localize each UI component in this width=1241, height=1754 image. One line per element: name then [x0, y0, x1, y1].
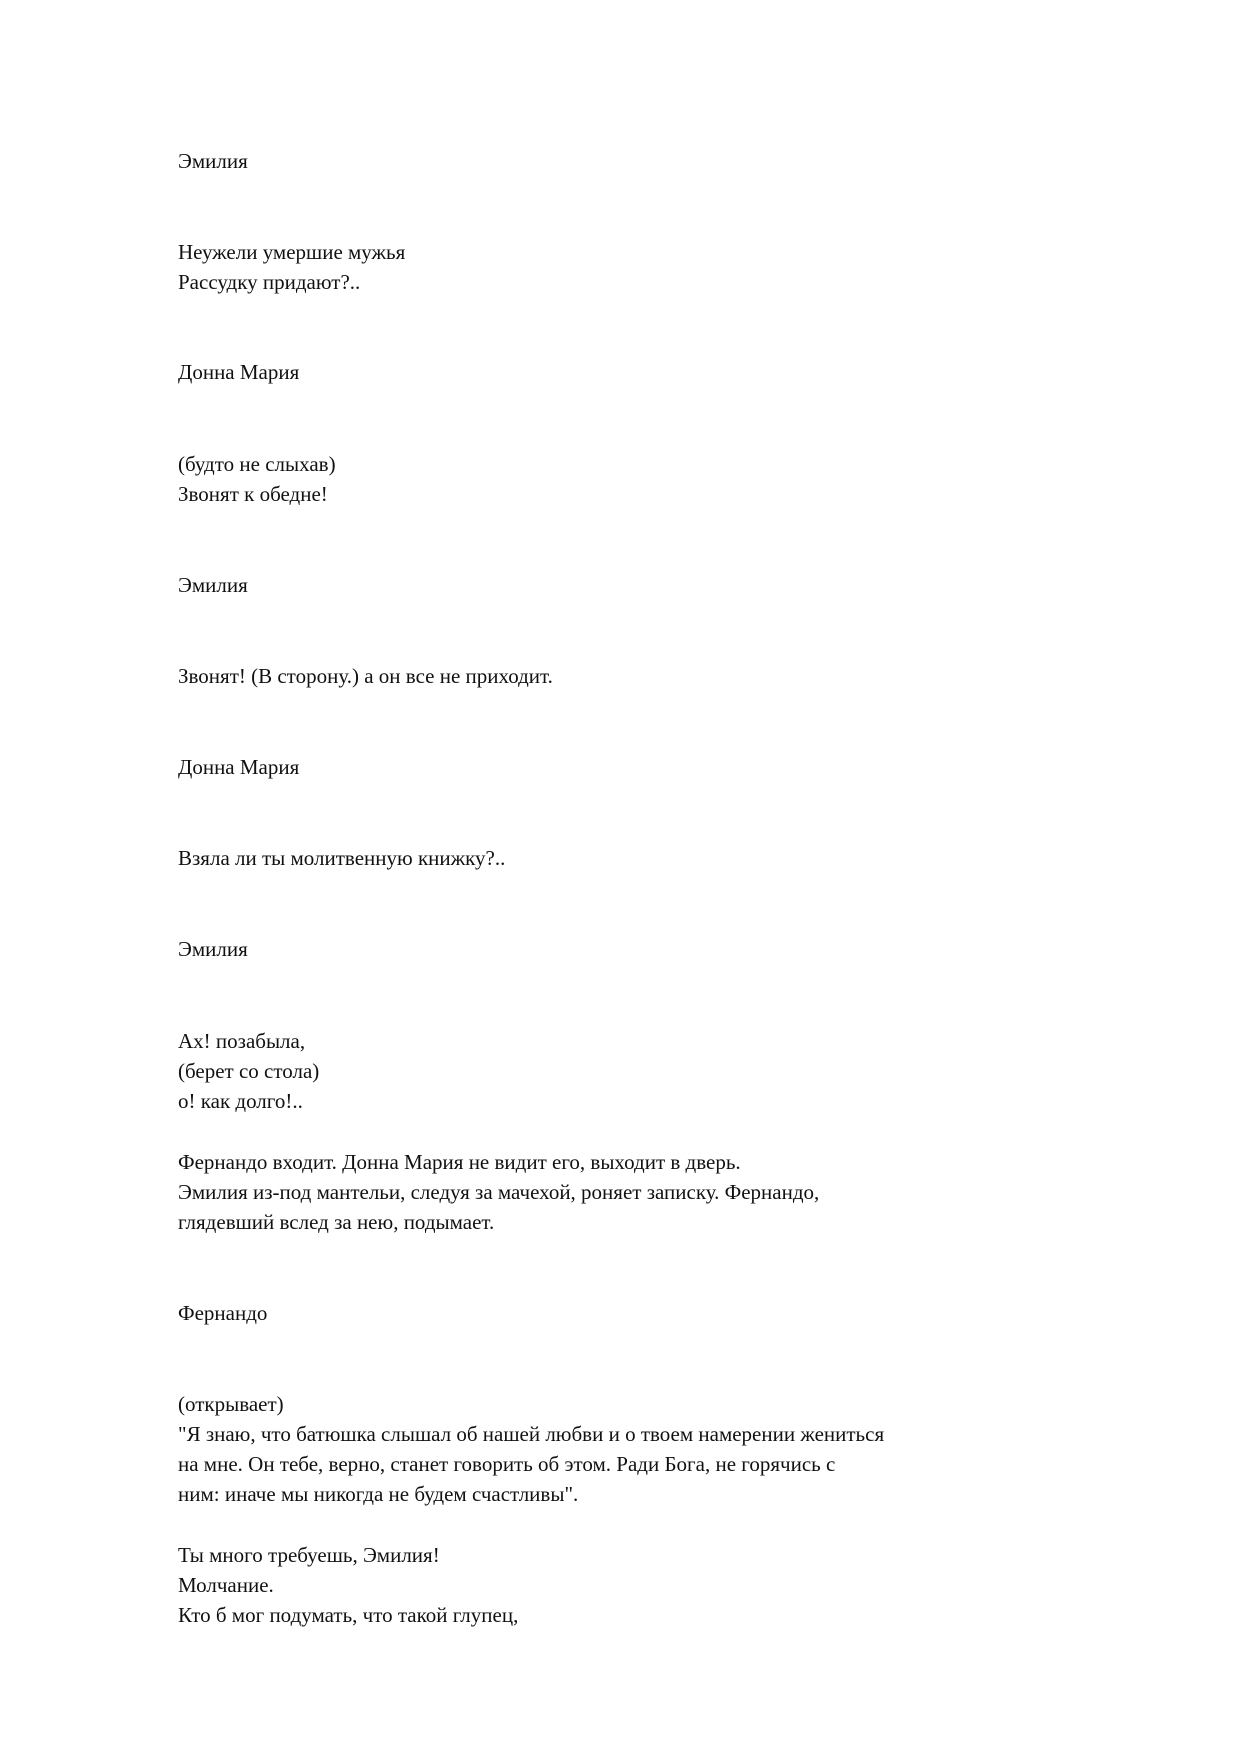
speaker-name: Эмилия: [178, 573, 248, 597]
stage-direction: (открывает): [178, 1392, 284, 1416]
letter-text: "Я знаю, что батюшка слышал об нашей любви и о твоем намерении жениться: [178, 1422, 885, 1446]
speaker-name: Эмилия: [178, 149, 248, 173]
stage-direction: (берет со стола): [178, 1059, 320, 1083]
stage-direction: (будто не слыхав): [178, 452, 336, 476]
dialogue-line: Рассудку придают?..: [178, 270, 361, 294]
dialogue-line: Ах! позабыла,: [178, 1029, 306, 1053]
speaker-name: Донна Мария: [178, 755, 300, 779]
stage-direction: Эмилия из-под мантельи, следуя за мачехой, роняет записку. Фернандо,: [178, 1180, 820, 1204]
dialogue-line: Кто б мог подумать, что такой глупец,: [178, 1603, 519, 1627]
dialogue-line: Неужели умершие мужья: [178, 240, 406, 264]
stage-direction: Фернандо входит. Донна Мария не видит его, выходит в дверь.: [178, 1150, 741, 1174]
speaker-name: Эмилия: [178, 937, 248, 961]
dialogue-line: Звонят! (В сторону.) а он все не приходит.: [178, 664, 553, 688]
dialogue-line: Взяла ли ты молитвенную книжку?..: [178, 846, 506, 870]
dialogue-line: о! как долго!..: [178, 1089, 303, 1113]
dialogue-line: Звонят к обедне!: [178, 482, 328, 506]
speaker-name: Фернандо: [178, 1301, 268, 1325]
letter-text: на мне. Он тебе, верно, станет говорить об этом. Ради Бога, не горячись с: [178, 1452, 836, 1476]
dialogue-line: Молчание.: [178, 1573, 274, 1597]
letter-text: ним: иначе мы никогда не будем счастливы".: [178, 1482, 579, 1506]
stage-direction: глядевший вслед за нею, подымает.: [178, 1210, 495, 1234]
speaker-name: Донна Мария: [178, 360, 300, 384]
dialogue-line: Ты много требуешь, Эмилия!: [178, 1543, 440, 1567]
